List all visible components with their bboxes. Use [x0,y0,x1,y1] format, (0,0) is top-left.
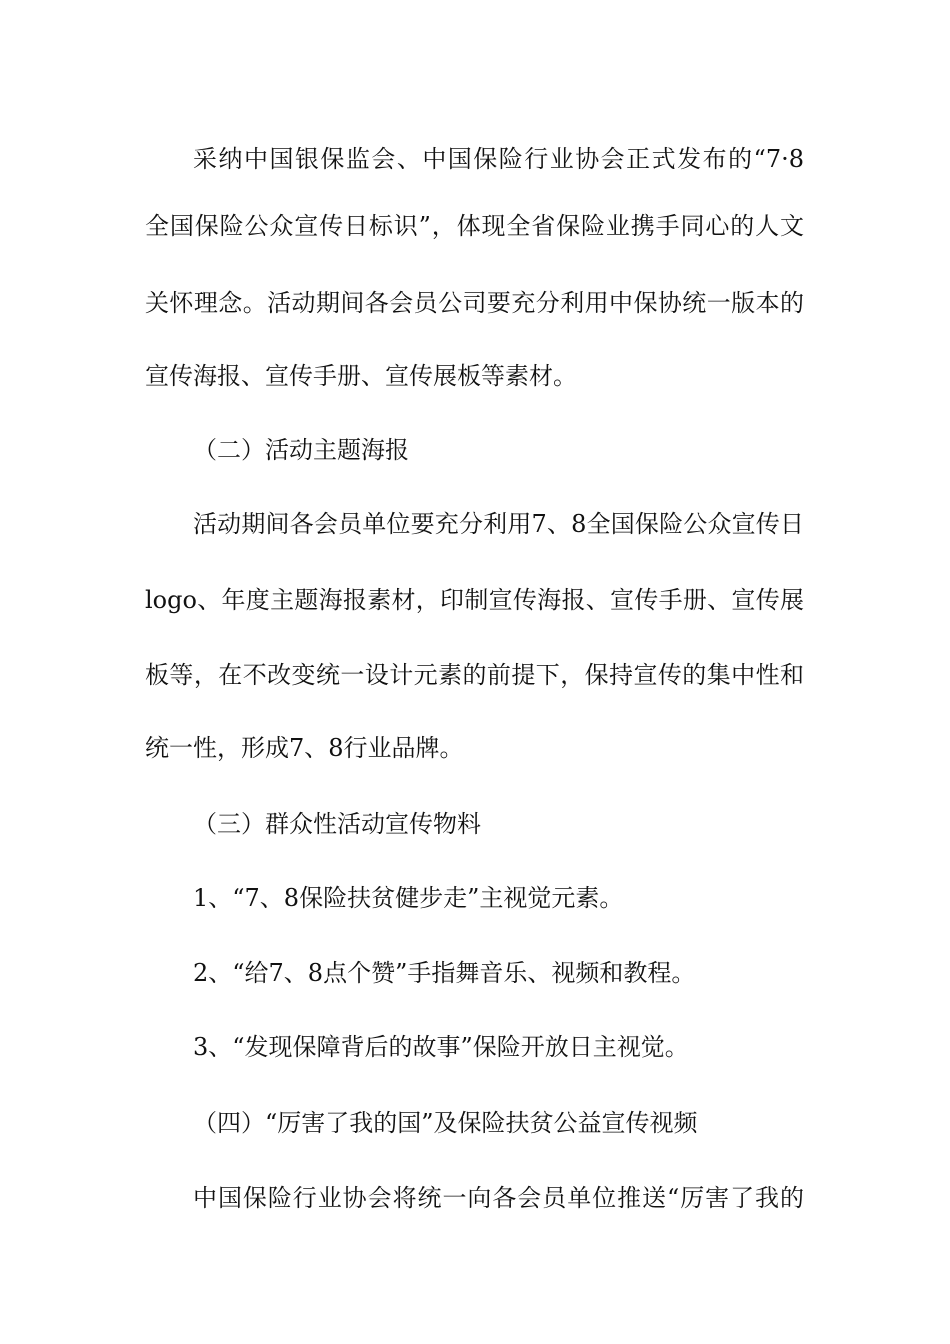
paragraph-2-line-3: 板等，在不改变统一设计元素的前提下，保持宣传的集中性和 [145,661,804,689]
paragraph-1-line-4: 宣传海报、宣传手册、宣传展板等素材。 [145,362,577,390]
paragraph-2-line-2: logo、年度主题海报素材，印制宣传海报、宣传手册、宣传展 [145,586,804,614]
paragraph-2-line-1: 活动期间各会员单位要充分利用7、8全国保险公众宣传日 [193,510,804,538]
section-heading-4: （四）“厉害了我的国”及保险扶贫公益宣传视频 [193,1109,698,1137]
paragraph-1-line-2: 全国保险公众宣传日标识”，体现全省保险业携手同心的人文 [145,212,804,240]
paragraph-1-line-3: 关怀理念。活动期间各会员公司要充分利用中保协统一版本的 [145,289,804,317]
paragraph-2-line-4: 统一性，形成7、8行业品牌。 [145,734,464,762]
paragraph-1-line-1: 采纳中国银保监会、中国保险行业协会正式发布的“7·8 [193,145,804,173]
section-heading-3: （三）群众性活动宣传物料 [193,810,481,838]
list-item-2: 2、“给7、8点个赞”手指舞音乐、视频和教程。 [193,959,696,987]
section-heading-2: （二）活动主题海报 [193,436,409,464]
paragraph-4-line-1: 中国保险行业协会将统一向各会员单位推送“厉害了我的 [193,1184,804,1212]
list-item-1: 1、“7、8保险扶贫健步走”主视觉元素。 [193,884,624,912]
list-item-3: 3、“发现保障背后的故事”保险开放日主视觉。 [193,1033,689,1061]
